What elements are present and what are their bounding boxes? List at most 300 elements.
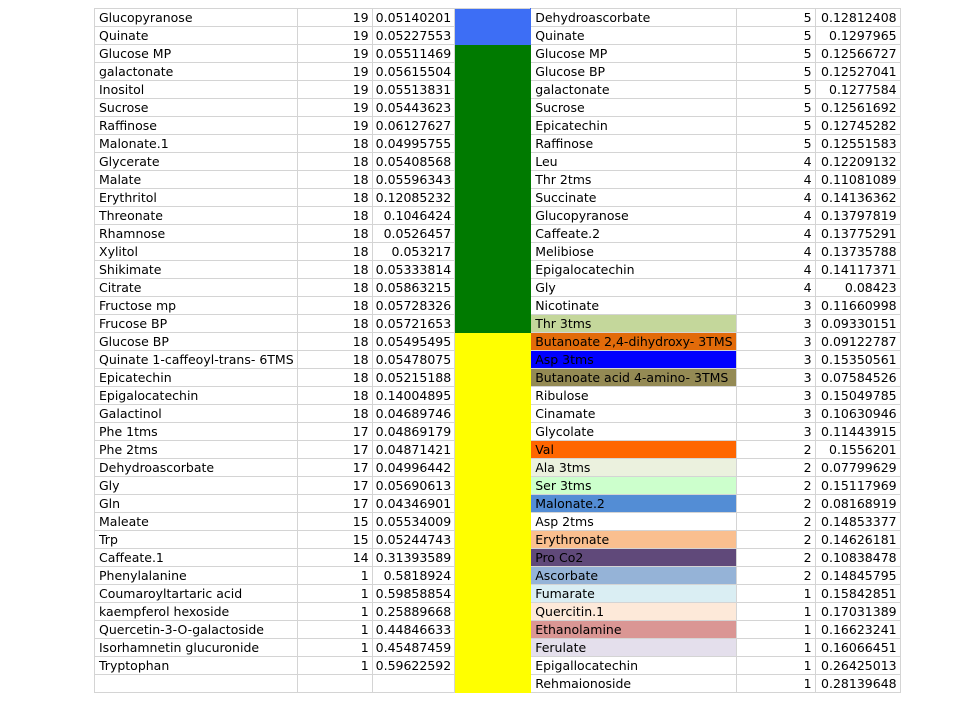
right-compound-name[interactable]: Ribulose bbox=[531, 387, 736, 405]
right-count[interactable]: 3 bbox=[736, 405, 815, 423]
left-value[interactable]: 0.45487459 bbox=[372, 639, 455, 657]
group-color-cell[interactable] bbox=[455, 423, 531, 441]
right-value[interactable]: 0.12566727 bbox=[815, 45, 900, 63]
left-value[interactable]: 0.05478075 bbox=[372, 351, 455, 369]
right-compound-name[interactable]: Gly bbox=[531, 279, 736, 297]
right-value[interactable]: 0.28139648 bbox=[815, 675, 900, 693]
table-row bbox=[95, 9, 901, 27]
left-compound-name[interactable]: Malonate.1 bbox=[95, 135, 298, 153]
right-compound-name[interactable]: Glucose MP bbox=[531, 45, 736, 63]
left-compound-name[interactable]: Epigalocatechin bbox=[95, 387, 298, 405]
left-value[interactable]: 0.0526457 bbox=[372, 225, 455, 243]
right-value[interactable]: 0.16066451 bbox=[815, 639, 900, 657]
left-value[interactable]: 0.1046424 bbox=[372, 207, 455, 225]
right-count[interactable]: 1 bbox=[736, 585, 815, 603]
table-row bbox=[95, 477, 901, 495]
left-compound-name[interactable]: Shikimate bbox=[95, 261, 298, 279]
right-count[interactable]: 5 bbox=[736, 27, 815, 45]
left-compound-name[interactable]: Raffinose bbox=[95, 117, 298, 135]
group-color-cell[interactable] bbox=[455, 477, 531, 495]
table-row bbox=[95, 369, 901, 387]
right-compound-name[interactable]: Succinate bbox=[531, 189, 736, 207]
right-count[interactable]: 4 bbox=[736, 225, 815, 243]
right-value[interactable]: 0.16623241 bbox=[815, 621, 900, 639]
right-value[interactable]: 0.07799629 bbox=[815, 459, 900, 477]
left-compound-name[interactable]: Quinate bbox=[95, 27, 298, 45]
left-compound-name[interactable]: Isorhamnetin glucuronide bbox=[95, 639, 298, 657]
group-color-cell[interactable] bbox=[455, 675, 531, 693]
left-compound-name[interactable]: Tryptophan bbox=[95, 657, 298, 675]
left-count[interactable]: 19 bbox=[297, 45, 372, 63]
table-row bbox=[95, 549, 901, 567]
left-value[interactable]: 0.05140201 bbox=[372, 9, 455, 27]
left-count[interactable]: 18 bbox=[297, 369, 372, 387]
left-value[interactable]: 0.06127627 bbox=[372, 117, 455, 135]
right-value[interactable]: 0.13735788 bbox=[815, 243, 900, 261]
right-value[interactable]: 0.10838478 bbox=[815, 549, 900, 567]
group-color-cell[interactable] bbox=[455, 513, 531, 531]
table-row bbox=[95, 279, 901, 297]
right-value[interactable]: 0.13797819 bbox=[815, 207, 900, 225]
right-compound-name[interactable]: Sucrose bbox=[531, 99, 736, 117]
right-value[interactable]: 0.1556201 bbox=[815, 441, 900, 459]
left-value[interactable]: 0.04346901 bbox=[372, 495, 455, 513]
left-compound-name[interactable]: galactonate bbox=[95, 63, 298, 81]
right-count[interactable]: 4 bbox=[736, 207, 815, 225]
left-value[interactable]: 0.05513831 bbox=[372, 81, 455, 99]
right-count[interactable]: 2 bbox=[736, 495, 815, 513]
right-count[interactable]: 4 bbox=[736, 279, 815, 297]
right-value[interactable]: 0.13775291 bbox=[815, 225, 900, 243]
right-value[interactable]: 0.26425013 bbox=[815, 657, 900, 675]
table-row bbox=[95, 45, 901, 63]
right-compound-name[interactable]: Caffeate.2 bbox=[531, 225, 736, 243]
right-compound-name[interactable]: Butanoate 2,4-dihydroxy- 3TMS bbox=[531, 333, 736, 351]
group-color-cell[interactable] bbox=[455, 621, 531, 639]
right-value[interactable]: 0.12551583 bbox=[815, 135, 900, 153]
left-count[interactable]: 19 bbox=[297, 63, 372, 81]
left-value[interactable]: 0.053217 bbox=[372, 243, 455, 261]
left-count[interactable]: 18 bbox=[297, 315, 372, 333]
right-compound-name[interactable]: Ala 3tms bbox=[531, 459, 736, 477]
right-value[interactable]: 0.14626181 bbox=[815, 531, 900, 549]
left-compound-name[interactable]: Caffeate.1 bbox=[95, 549, 298, 567]
right-count[interactable]: 2 bbox=[736, 531, 815, 549]
right-count[interactable]: 3 bbox=[736, 423, 815, 441]
left-count[interactable]: 18 bbox=[297, 153, 372, 171]
left-count[interactable]: 18 bbox=[297, 189, 372, 207]
left-compound-name[interactable]: Glucopyranose bbox=[95, 9, 298, 27]
group-color-cell[interactable] bbox=[455, 171, 531, 189]
left-compound-name[interactable]: kaempferol hexoside bbox=[95, 603, 298, 621]
left-value[interactable]: 0.04996442 bbox=[372, 459, 455, 477]
right-count[interactable]: 4 bbox=[736, 189, 815, 207]
left-compound-name[interactable]: Glycerate bbox=[95, 153, 298, 171]
left-count[interactable]: 14 bbox=[297, 549, 372, 567]
right-compound-name[interactable]: Epicatechin bbox=[531, 117, 736, 135]
right-compound-name[interactable]: Dehydroascorbate bbox=[531, 9, 736, 27]
right-value[interactable]: 0.15842851 bbox=[815, 585, 900, 603]
left-compound-name[interactable]: Gly bbox=[95, 477, 298, 495]
group-color-cell[interactable] bbox=[455, 603, 531, 621]
left-count[interactable]: 1 bbox=[297, 585, 372, 603]
left-value[interactable]: 0.05333814 bbox=[372, 261, 455, 279]
group-color-cell[interactable] bbox=[455, 45, 531, 63]
table-row bbox=[95, 153, 901, 171]
group-color-cell[interactable] bbox=[455, 225, 531, 243]
left-count[interactable]: 17 bbox=[297, 423, 372, 441]
left-compound-name[interactable]: Epicatechin bbox=[95, 369, 298, 387]
left-count[interactable]: 19 bbox=[297, 9, 372, 27]
left-compound-name[interactable]: Fructose mp bbox=[95, 297, 298, 315]
right-value[interactable]: 0.12745282 bbox=[815, 117, 900, 135]
left-compound-name[interactable]: Quinate 1-caffeoyl-trans- 6TMS bbox=[95, 351, 298, 369]
right-value[interactable]: 0.14845795 bbox=[815, 567, 900, 585]
left-value[interactable]: 0.05615504 bbox=[372, 63, 455, 81]
right-compound-name[interactable]: Asp 3tms bbox=[531, 351, 736, 369]
group-color-cell[interactable] bbox=[455, 585, 531, 603]
left-compound-name[interactable]: Phe 1tms bbox=[95, 423, 298, 441]
table-row bbox=[95, 63, 901, 81]
right-compound-name[interactable]: Glycolate bbox=[531, 423, 736, 441]
right-value[interactable]: 0.12209132 bbox=[815, 153, 900, 171]
left-count[interactable]: 19 bbox=[297, 81, 372, 99]
left-value[interactable]: 0.31393589 bbox=[372, 549, 455, 567]
right-compound-name[interactable]: Asp 2tms bbox=[531, 513, 736, 531]
left-compound-name[interactable]: Frucose BP bbox=[95, 315, 298, 333]
table-row bbox=[95, 315, 901, 333]
right-compound-name[interactable]: Glucose BP bbox=[531, 63, 736, 81]
right-compound-name[interactable]: Malonate.2 bbox=[531, 495, 736, 513]
left-compound-name[interactable]: Galactinol bbox=[95, 405, 298, 423]
left-value[interactable]: 0.05511469 bbox=[372, 45, 455, 63]
left-count[interactable]: 18 bbox=[297, 243, 372, 261]
left-compound-name[interactable]: Threonate bbox=[95, 207, 298, 225]
table-row bbox=[95, 117, 901, 135]
table-row bbox=[95, 225, 901, 243]
right-value[interactable]: 0.10630946 bbox=[815, 405, 900, 423]
left-compound-name[interactable]: Dehydroascorbate bbox=[95, 459, 298, 477]
left-compound-name[interactable]: Glucose BP bbox=[95, 333, 298, 351]
left-count[interactable]: 18 bbox=[297, 225, 372, 243]
left-count[interactable]: 19 bbox=[297, 27, 372, 45]
table-row bbox=[95, 639, 901, 657]
group-color-cell[interactable] bbox=[455, 639, 531, 657]
group-color-cell[interactable] bbox=[455, 135, 531, 153]
left-count[interactable]: 15 bbox=[297, 531, 372, 549]
right-count[interactable]: 4 bbox=[736, 261, 815, 279]
right-compound-name[interactable]: Butanoate acid 4-amino- 3TMS bbox=[531, 369, 736, 387]
group-color-cell[interactable] bbox=[455, 369, 531, 387]
right-count[interactable]: 2 bbox=[736, 567, 815, 585]
right-compound-name[interactable]: Thr 2tms bbox=[531, 171, 736, 189]
group-color-cell[interactable] bbox=[455, 261, 531, 279]
table-row bbox=[95, 171, 901, 189]
right-value[interactable]: 0.14136362 bbox=[815, 189, 900, 207]
right-value[interactable]: 0.11660998 bbox=[815, 297, 900, 315]
table-row bbox=[95, 423, 901, 441]
group-color-cell[interactable] bbox=[455, 567, 531, 585]
table-row bbox=[95, 675, 901, 693]
table-row bbox=[95, 603, 901, 621]
left-value[interactable]: 0.59622592 bbox=[372, 657, 455, 675]
left-count[interactable]: 19 bbox=[297, 99, 372, 117]
left-value[interactable]: 0.05443623 bbox=[372, 99, 455, 117]
left-compound-name[interactable]: Coumaroyltartaric acid bbox=[95, 585, 298, 603]
right-compound-name[interactable]: Erythronate bbox=[531, 531, 736, 549]
table-row bbox=[95, 387, 901, 405]
group-color-cell[interactable] bbox=[455, 441, 531, 459]
left-count[interactable]: 19 bbox=[297, 117, 372, 135]
right-count[interactable]: 1 bbox=[736, 621, 815, 639]
left-compound-name[interactable]: Sucrose bbox=[95, 99, 298, 117]
group-color-cell[interactable] bbox=[455, 189, 531, 207]
left-value[interactable]: 0.05215188 bbox=[372, 369, 455, 387]
right-compound-name[interactable]: Ascorbate bbox=[531, 567, 736, 585]
left-count[interactable]: 18 bbox=[297, 171, 372, 189]
left-value[interactable]: 0.05690613 bbox=[372, 477, 455, 495]
group-color-cell[interactable] bbox=[455, 117, 531, 135]
table-row bbox=[95, 261, 901, 279]
group-color-cell[interactable] bbox=[455, 459, 531, 477]
right-value[interactable]: 0.14117371 bbox=[815, 261, 900, 279]
group-color-cell[interactable] bbox=[455, 495, 531, 513]
table-row bbox=[95, 135, 901, 153]
left-value[interactable]: 0.04995755 bbox=[372, 135, 455, 153]
right-count[interactable]: 1 bbox=[736, 657, 815, 675]
left-count[interactable]: 18 bbox=[297, 279, 372, 297]
right-compound-name[interactable]: Epigalocatechin bbox=[531, 261, 736, 279]
right-count[interactable]: 4 bbox=[736, 243, 815, 261]
left-value[interactable]: 0.04869179 bbox=[372, 423, 455, 441]
left-value[interactable]: 0.44846633 bbox=[372, 621, 455, 639]
left-count[interactable]: 18 bbox=[297, 135, 372, 153]
right-count[interactable]: 5 bbox=[736, 99, 815, 117]
table-row bbox=[95, 189, 901, 207]
table-row bbox=[95, 495, 901, 513]
table-row bbox=[95, 333, 901, 351]
left-compound-name[interactable]: Maleate bbox=[95, 513, 298, 531]
left-value[interactable]: 0.25889668 bbox=[372, 603, 455, 621]
right-value[interactable]: 0.12527041 bbox=[815, 63, 900, 81]
right-count[interactable]: 5 bbox=[736, 117, 815, 135]
right-value[interactable]: 0.07584526 bbox=[815, 369, 900, 387]
left-compound-name[interactable]: Citrate bbox=[95, 279, 298, 297]
left-count[interactable]: 18 bbox=[297, 351, 372, 369]
group-color-cell[interactable] bbox=[455, 297, 531, 315]
right-value[interactable]: 0.12561692 bbox=[815, 99, 900, 117]
left-compound-name[interactable]: Trp bbox=[95, 531, 298, 549]
group-color-cell[interactable] bbox=[455, 279, 531, 297]
left-compound-name[interactable]: Xylitol bbox=[95, 243, 298, 261]
left-count[interactable]: 1 bbox=[297, 657, 372, 675]
left-count[interactable]: 17 bbox=[297, 495, 372, 513]
left-compound-name[interactable] bbox=[95, 675, 298, 693]
left-compound-name[interactable]: Malate bbox=[95, 171, 298, 189]
group-color-cell[interactable] bbox=[455, 81, 531, 99]
right-count[interactable]: 4 bbox=[736, 153, 815, 171]
right-count[interactable]: 3 bbox=[736, 369, 815, 387]
left-value[interactable]: 0.05721653 bbox=[372, 315, 455, 333]
right-compound-name[interactable]: galactonate bbox=[531, 81, 736, 99]
left-value[interactable]: 0.05728326 bbox=[372, 297, 455, 315]
right-compound-name[interactable]: Raffinose bbox=[531, 135, 736, 153]
group-color-cell[interactable] bbox=[455, 63, 531, 81]
right-compound-name[interactable]: Cinamate bbox=[531, 405, 736, 423]
right-count[interactable]: 2 bbox=[736, 441, 815, 459]
left-count[interactable]: 15 bbox=[297, 513, 372, 531]
group-color-cell[interactable] bbox=[455, 207, 531, 225]
left-value[interactable]: 0.04689746 bbox=[372, 405, 455, 423]
group-color-cell[interactable] bbox=[455, 351, 531, 369]
right-count[interactable]: 3 bbox=[736, 315, 815, 333]
left-value[interactable]: 0.05596343 bbox=[372, 171, 455, 189]
right-value[interactable]: 0.12812408 bbox=[815, 9, 900, 27]
left-count[interactable]: 18 bbox=[297, 333, 372, 351]
right-compound-name[interactable]: Fumarate bbox=[531, 585, 736, 603]
right-value[interactable]: 0.15350561 bbox=[815, 351, 900, 369]
right-value[interactable]: 0.1277584 bbox=[815, 81, 900, 99]
left-value[interactable]: 0.59858854 bbox=[372, 585, 455, 603]
left-compound-name[interactable]: Phe 2tms bbox=[95, 441, 298, 459]
group-color-cell[interactable] bbox=[455, 153, 531, 171]
right-compound-name[interactable]: Ferulate bbox=[531, 639, 736, 657]
right-count[interactable]: 4 bbox=[736, 171, 815, 189]
right-value[interactable]: 0.17031389 bbox=[815, 603, 900, 621]
table-row bbox=[95, 441, 901, 459]
right-count[interactable]: 5 bbox=[736, 45, 815, 63]
left-count[interactable]: 17 bbox=[297, 477, 372, 495]
left-count[interactable]: 18 bbox=[297, 261, 372, 279]
table-row bbox=[95, 621, 901, 639]
right-value[interactable]: 0.1297965 bbox=[815, 27, 900, 45]
left-compound-name[interactable]: Inositol bbox=[95, 81, 298, 99]
left-compound-name[interactable]: Phenylalanine bbox=[95, 567, 298, 585]
right-compound-name[interactable]: Thr 3tms bbox=[531, 315, 736, 333]
left-count[interactable]: 1 bbox=[297, 639, 372, 657]
left-value[interactable]: 0.05227553 bbox=[372, 27, 455, 45]
right-count[interactable]: 3 bbox=[736, 387, 815, 405]
right-count[interactable]: 1 bbox=[736, 639, 815, 657]
table-row bbox=[95, 585, 901, 603]
left-count[interactable]: 17 bbox=[297, 441, 372, 459]
group-color-cell[interactable] bbox=[455, 9, 531, 27]
right-count[interactable]: 3 bbox=[736, 351, 815, 369]
right-value[interactable]: 0.11443915 bbox=[815, 423, 900, 441]
left-count[interactable]: 18 bbox=[297, 297, 372, 315]
table-row bbox=[95, 459, 901, 477]
right-count[interactable]: 1 bbox=[736, 603, 815, 621]
right-count[interactable]: 5 bbox=[736, 9, 815, 27]
right-compound-name[interactable]: Leu bbox=[531, 153, 736, 171]
left-value[interactable]: 0.14004895 bbox=[372, 387, 455, 405]
left-value[interactable]: 0.05863215 bbox=[372, 279, 455, 297]
left-value[interactable]: 0.12085232 bbox=[372, 189, 455, 207]
right-value[interactable]: 0.15049785 bbox=[815, 387, 900, 405]
right-compound-name[interactable]: Pro Co2 bbox=[531, 549, 736, 567]
group-color-cell[interactable] bbox=[455, 549, 531, 567]
left-compound-name[interactable]: Erythritol bbox=[95, 189, 298, 207]
left-value[interactable]: 0.05534009 bbox=[372, 513, 455, 531]
table-row bbox=[95, 99, 901, 117]
right-value[interactable]: 0.08168919 bbox=[815, 495, 900, 513]
table-row bbox=[95, 657, 901, 675]
group-color-cell[interactable] bbox=[455, 387, 531, 405]
right-count[interactable]: 2 bbox=[736, 459, 815, 477]
table-row bbox=[95, 513, 901, 531]
right-compound-name[interactable]: Quercitin.1 bbox=[531, 603, 736, 621]
group-color-cell[interactable] bbox=[455, 531, 531, 549]
left-value[interactable]: 0.05244743 bbox=[372, 531, 455, 549]
group-color-cell[interactable] bbox=[455, 315, 531, 333]
left-value[interactable]: 0.05495495 bbox=[372, 333, 455, 351]
left-count[interactable]: 1 bbox=[297, 603, 372, 621]
right-count[interactable]: 3 bbox=[736, 333, 815, 351]
right-compound-name[interactable]: Ser 3tms bbox=[531, 477, 736, 495]
left-value[interactable]: 0.05408568 bbox=[372, 153, 455, 171]
right-count[interactable]: 2 bbox=[736, 477, 815, 495]
right-value[interactable]: 0.08423 bbox=[815, 279, 900, 297]
right-compound-name[interactable]: Epigallocatechin bbox=[531, 657, 736, 675]
left-count[interactable]: 18 bbox=[297, 405, 372, 423]
right-compound-name[interactable]: Rehmaionoside bbox=[531, 675, 736, 693]
right-value[interactable]: 0.15117969 bbox=[815, 477, 900, 495]
right-compound-name[interactable]: Val bbox=[531, 441, 736, 459]
table-row bbox=[95, 351, 901, 369]
left-value[interactable] bbox=[372, 675, 455, 693]
table-row bbox=[95, 531, 901, 549]
left-compound-name[interactable]: Quercetin-3-O-galactoside bbox=[95, 621, 298, 639]
left-count[interactable]: 18 bbox=[297, 387, 372, 405]
group-color-cell[interactable] bbox=[455, 27, 531, 45]
right-count[interactable]: 5 bbox=[736, 81, 815, 99]
right-compound-name[interactable]: Glucopyranose bbox=[531, 207, 736, 225]
spreadsheet-grid bbox=[94, 8, 901, 693]
table-row bbox=[95, 243, 901, 261]
left-count[interactable]: 18 bbox=[297, 207, 372, 225]
group-color-cell[interactable] bbox=[455, 243, 531, 261]
left-compound-name[interactable]: Rhamnose bbox=[95, 225, 298, 243]
group-color-cell[interactable] bbox=[455, 99, 531, 117]
left-value[interactable]: 0.04871421 bbox=[372, 441, 455, 459]
right-value[interactable]: 0.11081089 bbox=[815, 171, 900, 189]
left-count[interactable]: 1 bbox=[297, 567, 372, 585]
right-compound-name[interactable]: Melibiose bbox=[531, 243, 736, 261]
group-color-cell[interactable] bbox=[455, 657, 531, 675]
left-compound-name[interactable]: Glucose MP bbox=[95, 45, 298, 63]
right-count[interactable]: 5 bbox=[736, 135, 815, 153]
right-value[interactable]: 0.09330151 bbox=[815, 315, 900, 333]
right-value[interactable]: 0.09122787 bbox=[815, 333, 900, 351]
left-count[interactable]: 1 bbox=[297, 621, 372, 639]
right-count[interactable]: 3 bbox=[736, 297, 815, 315]
right-count[interactable]: 2 bbox=[736, 549, 815, 567]
left-value[interactable]: 0.5818924 bbox=[372, 567, 455, 585]
right-count[interactable]: 1 bbox=[736, 675, 815, 693]
right-count[interactable]: 5 bbox=[736, 63, 815, 81]
right-compound-name[interactable]: Nicotinate bbox=[531, 297, 736, 315]
left-compound-name[interactable]: Gln bbox=[95, 495, 298, 513]
right-count[interactable]: 2 bbox=[736, 513, 815, 531]
right-compound-name[interactable]: Ethanolamine bbox=[531, 621, 736, 639]
left-count[interactable]: 17 bbox=[297, 459, 372, 477]
table-row bbox=[95, 567, 901, 585]
left-count[interactable] bbox=[297, 675, 372, 693]
right-value[interactable]: 0.14853377 bbox=[815, 513, 900, 531]
group-color-cell[interactable] bbox=[455, 333, 531, 351]
right-compound-name[interactable]: Quinate bbox=[531, 27, 736, 45]
group-color-cell[interactable] bbox=[455, 405, 531, 423]
